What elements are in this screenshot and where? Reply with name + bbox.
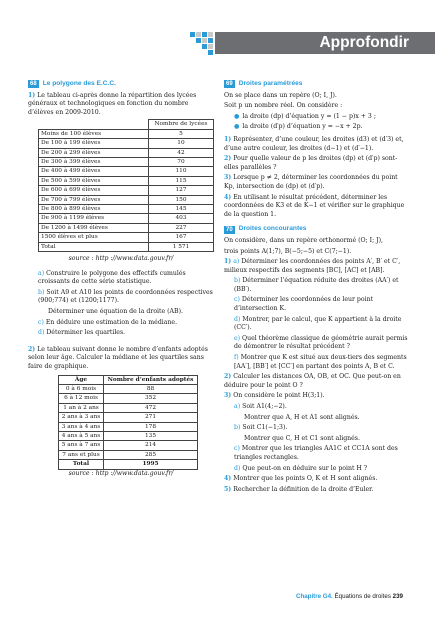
page-footer: [296, 593, 403, 600]
table-cell: 115: [149, 176, 214, 185]
table-cell: 285: [104, 450, 198, 459]
bullet-item: ● la droite (dp) d’équation y = (1 − p)x + 3 ;: [234, 112, 376, 120]
bullet-icon: ●: [234, 112, 240, 120]
table-cell: 5 ans à 7 ans: [59, 441, 104, 450]
exercise-number: 68: [30, 81, 37, 88]
intro-text: trois points A(1;7), B(−5;−5) et C(7;−1).: [224, 247, 352, 255]
decor-square: [208, 38, 213, 43]
exercise-70-heading: [224, 225, 410, 234]
question-1c: c) Déterminer les coordonnées de leur point d’intersection K.: [234, 296, 374, 313]
intro-text: On se place dans un repère (O; I, J).: [224, 91, 337, 99]
exercise-number: 70: [226, 226, 233, 233]
table-header-row: [59, 375, 198, 384]
table-total-row: Total 1995: [59, 460, 198, 469]
table-cell: De 1200 à 1499 élèves: [39, 223, 149, 232]
question-1a: a) Construire le polygone des effectifs cumulés croissants de cette série statistique.: [38, 269, 186, 286]
question-3a: a) Soit A1(4;−2).: [234, 403, 287, 410]
bullet-item: ● la droite (d′p) d’équation y = −x + 2p.: [234, 123, 363, 131]
table-row: [59, 422, 198, 431]
question-4: 4) Montrer que les points O, K et H sont alignés.: [224, 475, 378, 483]
table-row: [39, 205, 214, 214]
table-cell: De 200 à 299 élèves: [39, 148, 149, 157]
table-cell: 2 ans à 3 ans: [59, 413, 104, 422]
table-cell: 178: [104, 422, 198, 431]
question-1b: b) Déterminer l’équation réduite des droites (AA′) et (BB′).: [234, 277, 399, 293]
table-cell: 271: [104, 413, 198, 422]
question-1f: f) Montrer que K est situé aux deux-tiers des segments [AA′], [BB′] et [CC′] en partant des points A, B et C.: [234, 354, 407, 370]
question-5: 5) Rechercher la définition de la droite d’Euler.: [224, 485, 374, 493]
table-cell: Total: [39, 242, 149, 251]
table-row: [39, 195, 214, 204]
exercise-title: Droites paramétrées: [238, 80, 303, 87]
exercise-number: 69: [226, 81, 233, 88]
question-3: 3) Lorsque p ≠ 2, déterminer les coordonnées du point Kp, intersection de (dp) et (d′p).: [224, 174, 398, 190]
table-cell: 42: [149, 148, 214, 157]
decor-square: [202, 44, 207, 49]
decor-square: [202, 32, 207, 37]
table-row: [59, 413, 198, 422]
table-cell: 1 571: [149, 242, 214, 251]
decor-square: [208, 32, 213, 37]
question-4: 4) En utilisant le résultat précédent, déterminer les coordonnées de K3 et de K−1 et vérifier sur le graphique de la question 1.: [224, 193, 405, 218]
table-row: [59, 394, 198, 403]
table-row: [39, 186, 214, 195]
table-cell: 1 an à 2 ans: [59, 403, 104, 412]
table-row: [39, 139, 214, 148]
question-3: 3) On considère le point H(3;1).: [224, 392, 325, 400]
question-3b: b) Soit C1(−1;3).: [234, 424, 288, 432]
table-source: source : http ://www.data.gouv.fr/: [68, 469, 174, 477]
table-cell: 1500 élèves et plus: [39, 233, 149, 242]
table-row: [39, 242, 214, 251]
table-header-row: [39, 120, 214, 129]
table-row: [39, 129, 214, 138]
table-row: [39, 167, 214, 176]
table-cell: De 900 à 1199 élèves: [39, 214, 149, 223]
table-cell: 214: [104, 441, 198, 450]
table-row: [39, 158, 214, 167]
table-cell: 403: [149, 214, 214, 223]
table-row: [39, 214, 214, 223]
table-cell: 0 à 6 mois: [59, 385, 104, 394]
table-cell: 110: [149, 167, 214, 176]
table-row: [59, 403, 198, 412]
question-3b-cont: Montrer que C, H et C1 sont alignés.: [244, 434, 360, 442]
table-cell: De 300 à 399 élèves: [39, 158, 149, 167]
question-1: 1) Représenter, d’une couleur, les droites (d3) et (d′3) et, d’une autre couleur, les droites (d−1) et (d′−1).: [224, 135, 404, 152]
exercise-title: Droites concourantes: [238, 225, 307, 233]
table-cell: 7 ans et plus: [59, 450, 104, 459]
table-cell: 472: [104, 403, 198, 412]
decor-square: [196, 38, 201, 43]
question-1d: d) Déterminer les quartiles.: [38, 329, 126, 337]
question-2: 2) Calculer les distances OA, OB, et OC. Que peut-on en déduire pour le point O ?: [224, 373, 401, 389]
bullet-icon: ●: [234, 123, 240, 131]
table-row: [59, 385, 198, 394]
table-header: Nombre d’enfants adoptés: [104, 375, 198, 384]
decor-square: [208, 44, 213, 49]
table-cell: 6 à 12 mois: [59, 394, 104, 403]
question-1b: b) Soit A9 et A10 les points de coordonnées respectives (900;774) et (1200;1177).: [38, 288, 213, 305]
table-cell: Moins de 100 élèves: [39, 129, 149, 138]
table-cell: 70: [149, 158, 214, 167]
table-header: Nombre de lycées: [149, 120, 214, 129]
question-1b-cont: Déterminer une équation de la droite (AB).: [48, 308, 183, 316]
table-cell: 88: [104, 385, 198, 394]
table-cell: 227: [149, 223, 214, 232]
question-3d: d) Que peut-on en déduire sur le point H ?: [234, 464, 368, 472]
question-2: 2) Le tableau suivant donne le nombre d’enfants adoptés selon leur âge. Calculer la médiane et les quartiles sans faire de graphique.: [28, 345, 208, 370]
table-cell: De 700 à 799 élèves: [39, 195, 149, 204]
table-cell: 127: [149, 186, 214, 195]
table-cell: De 400 à 499 élèves: [39, 167, 149, 176]
table-row: [59, 441, 198, 450]
table-cell: De 100 à 199 élèves: [39, 139, 149, 148]
question-1: 1) Le tableau ci-après donne la répartition des lycées généraux et technologiques en fonction du nombre d’élèves en 2009-2010.: [28, 91, 197, 116]
adoptions-table: [58, 375, 198, 470]
question-1e: e) Quel théorème classique de géométrie aurait permis de démontrer le résultat précédent ?: [234, 334, 408, 351]
question-2: 2) Pour quelle valeur de p les droites (dp) et (d′p) sont-elles parallèles ?: [224, 155, 398, 171]
exercise-69-heading: [224, 80, 410, 89]
table-cell: 167: [149, 233, 214, 242]
page-title: Approfondir: [319, 34, 409, 51]
table-row: [39, 223, 214, 232]
table-cell: De 600 à 699 élèves: [39, 186, 149, 195]
intro-text: On considère, dans un repère orthonormé (O; I; J),: [224, 236, 384, 244]
table-cell: 352: [104, 394, 198, 403]
table-row: [59, 432, 198, 441]
table-header: Âge: [59, 375, 104, 384]
question-1a: 1) a) Déterminer les coordonnées des points A′, B′ et C′, milieux respectifs des segments [BC], [AC] et [AB].: [224, 258, 401, 274]
decor-square: [202, 38, 207, 43]
page-number: 239: [392, 593, 403, 600]
exercise-title: Le polygone des E.C.C.: [42, 80, 116, 87]
question-1d: d) Montrer, par le calcul, que K appartient à la droite (CC′).: [234, 315, 402, 332]
lycees-table: [38, 119, 214, 252]
table-cell: 5: [149, 129, 214, 138]
table-cell: De 800 à 899 élèves: [39, 205, 149, 214]
table-cell: 145: [149, 205, 214, 214]
table-body: [59, 385, 198, 460]
decor-square: [208, 50, 213, 55]
table-cell: 135: [104, 432, 198, 441]
footer-chapter: Chapitre G4.: [295, 593, 333, 600]
table-source: source : http ://www.data.gouv.fr/: [68, 255, 174, 263]
right-column: [224, 80, 410, 496]
table-row: [59, 450, 198, 459]
table-cell: 4 ans à 5 ans: [59, 432, 104, 441]
decor-square: [196, 32, 201, 37]
left-column: [28, 80, 214, 484]
table-row: [39, 233, 214, 242]
table-cell: 10: [149, 139, 214, 148]
table-cell: 150: [149, 195, 214, 204]
footer-title: Équations de droites: [334, 593, 391, 600]
question-1c: c) En déduire une estimation de la médiane.: [38, 318, 178, 326]
decor-square: [190, 32, 195, 37]
question-3a-cont: Montrer que A, H et A1 sont alignés.: [244, 413, 360, 421]
table-body: [39, 129, 214, 251]
table-cell: 3 ans à 4 ans: [59, 422, 104, 431]
question-3c: c) Montrer que les triangles AA1C et CC1A sont des triangles rectangles.: [234, 445, 398, 461]
exercise-68-heading: [28, 80, 214, 89]
intro-text: Soit p un nombre réel. On considère :: [224, 102, 343, 110]
table-row: [39, 148, 214, 157]
table-cell: De 500 à 599 élèves: [39, 176, 149, 185]
table-row: [39, 176, 214, 185]
